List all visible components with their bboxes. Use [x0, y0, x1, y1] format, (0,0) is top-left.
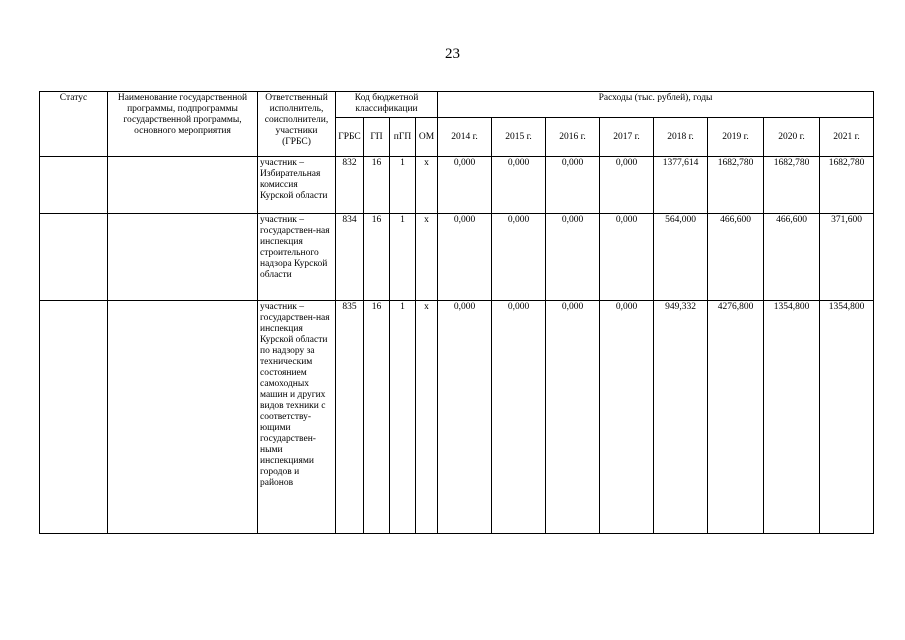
value-cell-2017: 0,000	[600, 157, 654, 214]
table-row	[40, 157, 874, 214]
gp-cell: 16	[364, 214, 390, 301]
value-cell-2017: 0,000	[600, 301, 654, 534]
value-cell-2019: 1682,780	[708, 157, 764, 214]
header-year-2016: 2016 г.	[546, 118, 600, 157]
value-cell-2015: 0,000	[492, 157, 546, 214]
name-cell	[108, 214, 258, 301]
om-cell: х	[416, 301, 438, 534]
header-year-2014: 2014 г.	[438, 118, 492, 157]
value-cell-2014: 0,000	[438, 214, 492, 301]
grbs-cell: 832	[336, 157, 364, 214]
value-cell-2016: 0,000	[546, 301, 600, 534]
value-cell-2015: 0,000	[492, 301, 546, 534]
header-budget-code: Код бюджетной классификации	[336, 92, 438, 118]
pgp-cell: 1	[390, 301, 416, 534]
name-cell	[108, 157, 258, 214]
value-cell-2015: 0,000	[492, 214, 546, 301]
header-grbs: ГРБС	[336, 118, 364, 157]
header-responsible: Ответственный исполнитель, соисполнители, участники (ГРБС)	[258, 92, 336, 157]
header-year-2017: 2017 г.	[600, 118, 654, 157]
value-cell-2018: 564,000	[654, 214, 708, 301]
value-cell-2021: 1682,780	[820, 157, 874, 214]
status-cell	[40, 157, 108, 214]
status-cell	[40, 301, 108, 534]
value-cell-2016: 0,000	[546, 214, 600, 301]
header-name: Наименование государственной программы, подпрограммы государственной программы, основного мероприятия	[108, 92, 258, 157]
grbs-cell: 834	[336, 214, 364, 301]
table-row	[40, 214, 874, 301]
header-year-2020: 2020 г.	[764, 118, 820, 157]
header-year-2018: 2018 г.	[654, 118, 708, 157]
om-cell: х	[416, 157, 438, 214]
value-cell-2020: 1682,780	[764, 157, 820, 214]
pgp-cell: 1	[390, 157, 416, 214]
name-cell	[108, 301, 258, 534]
pgp-cell: 1	[390, 214, 416, 301]
budget-table	[39, 91, 874, 534]
gp-cell: 16	[364, 157, 390, 214]
header-status: Статус	[40, 92, 108, 157]
value-cell-2020: 466,600	[764, 214, 820, 301]
gp-cell: 16	[364, 301, 390, 534]
value-cell-2020: 1354,800	[764, 301, 820, 534]
header-year-2015: 2015 г.	[492, 118, 546, 157]
value-cell-2014: 0,000	[438, 301, 492, 534]
header-year-2019: 2019 г.	[708, 118, 764, 157]
page-number: 23	[445, 46, 460, 62]
header-om: ОМ	[416, 118, 438, 157]
value-cell-2021: 371,600	[820, 214, 874, 301]
value-cell-2016: 0,000	[546, 157, 600, 214]
value-cell-2014: 0,000	[438, 157, 492, 214]
status-cell	[40, 214, 108, 301]
value-cell-2018: 949,332	[654, 301, 708, 534]
responsible-cell: участник – Избирательная комиссия Курской области	[258, 157, 336, 214]
responsible-cell: участник – государствен-ная инспекция строительного надзора Курской области	[258, 214, 336, 301]
header-gp: ГП	[364, 118, 390, 157]
table-row	[40, 301, 874, 534]
value-cell-2017: 0,000	[600, 214, 654, 301]
value-cell-2019: 466,600	[708, 214, 764, 301]
value-cell-2021: 1354,800	[820, 301, 874, 534]
value-cell-2018: 1377,614	[654, 157, 708, 214]
header-expenses: Расходы (тыс. рублей), годы	[438, 92, 874, 118]
value-cell-2019: 4276,800	[708, 301, 764, 534]
om-cell: х	[416, 214, 438, 301]
header-year-2021: 2021 г.	[820, 118, 874, 157]
header-pgp: пГП	[390, 118, 416, 157]
grbs-cell: 835	[336, 301, 364, 534]
responsible-cell: участник – государствен-ная инспекция Курской области по надзору за техническим состоянием самоходных машин и других видов техники с соответству-ющими государствен-ными инспекциями городов и районов	[258, 301, 336, 534]
